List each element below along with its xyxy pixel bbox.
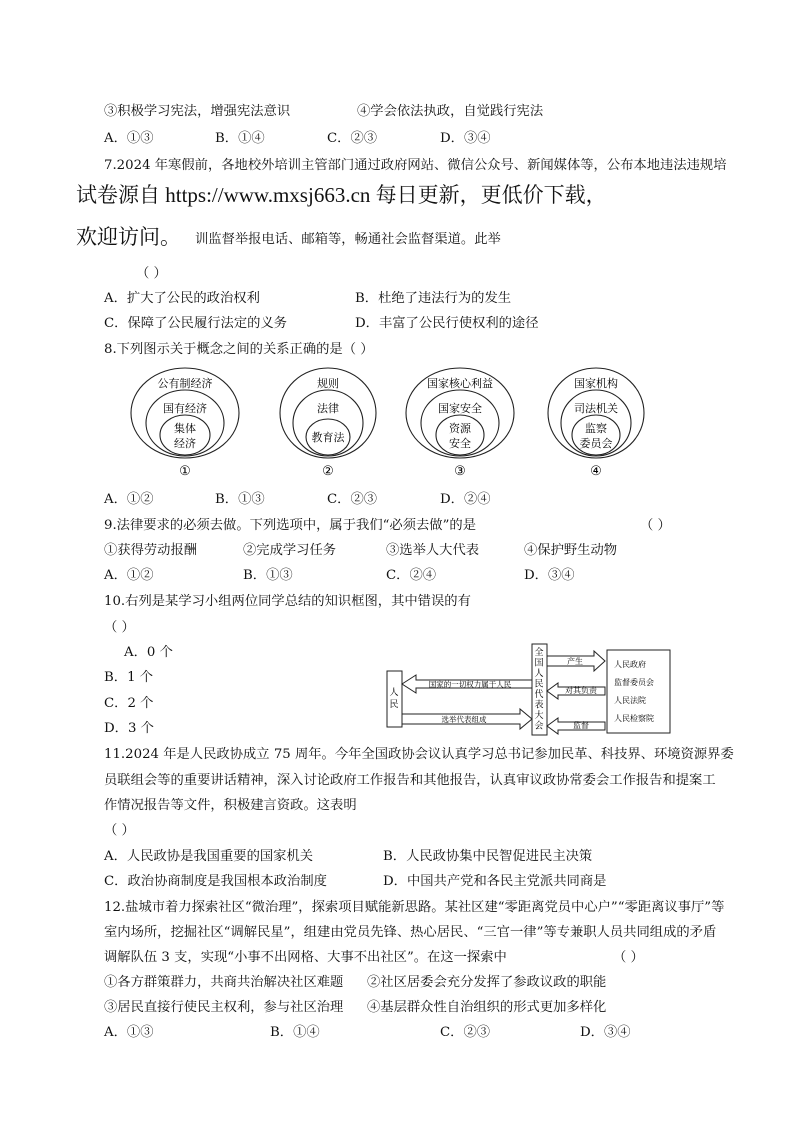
d4-middle-label: 司法机关 bbox=[574, 402, 618, 415]
d3-middle-label: 国家安全 bbox=[438, 402, 482, 415]
produce-label: 产生 bbox=[567, 657, 583, 666]
d1-middle-label: 国有经济 bbox=[163, 402, 207, 415]
q12-stem-line1: 12.盐城市着力探索社区“微治理”，探索项目赋能新思路。某社区建“零距离党员中心户”“零距离议事厅”等 bbox=[104, 900, 725, 915]
q7-stem-line3: 训监督举报电话、邮箱等，畅通社会监督渠道。此举 bbox=[195, 232, 501, 247]
d2-outer-label: 规则 bbox=[317, 377, 339, 390]
q8-concept-diagrams bbox=[130, 365, 670, 480]
q11-option-c: C．政治协商制度是我国根本政治制度 bbox=[104, 874, 327, 889]
people-label-2: 民 bbox=[389, 700, 399, 710]
q12-stem-line3: 调解队伍 3 支，实现“小事不出网格、大事不出社区”。在这一探索中 bbox=[104, 950, 507, 965]
q12-option-a: A．①③ bbox=[104, 1025, 154, 1040]
q12-stem-line2: 室内场所，挖掘社区“调解民星”，组建由党员先锋、热心居民、“三官一律”等专兼职人员共同组成的矛盾 bbox=[104, 925, 717, 940]
q12-option-b: B．①④ bbox=[270, 1025, 320, 1040]
d1-number: ① bbox=[179, 464, 191, 479]
q11-option-b: B．人民政协集中民智促进民主决策 bbox=[383, 849, 593, 864]
congress-label: 全国人民代表大会 bbox=[534, 648, 544, 732]
q9-item-1: ①获得劳动报酬 bbox=[104, 543, 198, 558]
q6-option-a: A．①③ bbox=[104, 131, 154, 146]
q6-option-d: D．③④ bbox=[440, 131, 491, 146]
q11-answer-bracket: （ ） bbox=[104, 823, 135, 838]
d3-outer-label: 国家核心利益 bbox=[427, 377, 493, 390]
d4-inner-label-1: 监察 bbox=[585, 422, 607, 435]
d4-outer-label: 国家机构 bbox=[574, 377, 618, 390]
q11-stem-line3: 作情况报告等文件，积极建言资政。这表明 bbox=[104, 798, 357, 813]
q7-option-c: C．保障了公民履行法定的义务 bbox=[104, 316, 288, 331]
q8-option-c: C．②③ bbox=[327, 492, 378, 507]
q11-option-a: A．人民政协是我国重要的国家机关 bbox=[104, 849, 314, 864]
d2-inner-label-1: 教育法 bbox=[311, 431, 345, 444]
q10-stem: 10.右列是某学习小组两位同学总结的知识框图，其中错误的有 bbox=[104, 594, 471, 609]
d2-middle-label: 法律 bbox=[317, 402, 339, 415]
q10-option-c: C．2 个 bbox=[104, 696, 154, 711]
d3-number: ③ bbox=[454, 464, 466, 479]
q6-item-3: ③积极学习宪法，增强宪法意识 bbox=[104, 104, 291, 119]
responsible-label: 对其负责 bbox=[565, 686, 597, 695]
d3-inner-label-2: 安全 bbox=[449, 437, 471, 450]
q11-stem-line1: 11.2024 年是人民政协成立 75 周年。今年全国政协会议认真学习总书记参加民革、科技界、环境资源界委 bbox=[104, 747, 734, 762]
people-label-text: 人民 bbox=[393, 735, 395, 736]
q6-item-4: ④学会依法执政，自觉践行宪法 bbox=[357, 104, 544, 119]
d2-number: ② bbox=[322, 464, 334, 479]
d4-inner-label-2: 委员会 bbox=[579, 437, 613, 450]
q7-option-a: A．扩大了公民的政治权利 bbox=[104, 291, 260, 306]
organ-court: 人民法院 bbox=[614, 696, 646, 705]
q10-option-a: A．0 个 bbox=[124, 645, 173, 660]
q8-option-a: A．①② bbox=[104, 492, 154, 507]
q8-option-b: B．①③ bbox=[215, 492, 265, 507]
q8-option-d: D．②④ bbox=[440, 492, 491, 507]
q9-item-4: ④保护野生动物 bbox=[524, 543, 618, 558]
people-label-1: 人 bbox=[389, 688, 399, 698]
q12-item-1: ①各方群策群力，共商共治解决社区难题 bbox=[104, 975, 344, 990]
q12-option-d: D．③④ bbox=[580, 1025, 631, 1040]
supervise-label: 监督 bbox=[573, 721, 589, 730]
q9-option-a: A．①② bbox=[104, 568, 154, 583]
q6-option-c: C．②③ bbox=[327, 131, 378, 146]
d4-number: ④ bbox=[590, 464, 602, 479]
q11-stem-line2: 员联组会等的重要讲话精神，深入讨论政府工作报告和其他报告，认真审议政协常委会工作报告和提案工 bbox=[104, 773, 716, 788]
elect-label: 选举代表组成 bbox=[441, 715, 487, 724]
d1-outer-label: 公有制经济 bbox=[157, 377, 213, 390]
q10-option-d: D．3 个 bbox=[104, 721, 154, 736]
q11-option-d: D．中国共产党和各民主党派共同商是 bbox=[383, 874, 607, 889]
q7-stem-line1: 7.2024 年寒假前，各地校外培训主管部门通过政府网站、微信公众号、新闻媒体等，公布本地违法违规培 bbox=[104, 158, 727, 173]
q9-item-3: ③选举人大代表 bbox=[386, 543, 480, 558]
q12-answer-bracket: （ ） bbox=[613, 950, 644, 965]
q12-option-c: C．②③ bbox=[440, 1025, 491, 1040]
d1-inner-label-1: 集体 bbox=[174, 422, 196, 435]
q9-option-c: C．②④ bbox=[386, 568, 437, 583]
d1-inner-label-2: 经济 bbox=[174, 437, 196, 450]
watermark-line1: 试卷源自 https://www.mxsj663.cn 每日更新，更低价下载， bbox=[76, 183, 607, 207]
q10-option-b: B．1 个 bbox=[104, 670, 154, 685]
q8-stem: 8.下列图示关于概念之间的关系正确的是（ ） bbox=[104, 342, 374, 357]
q10-knowledge-framework bbox=[386, 643, 676, 739]
q12-item-4: ④基层群众性自治组织的形式更加多样化 bbox=[367, 1000, 607, 1015]
q12-item-2: ②社区居委会充分发挥了参政议政的职能 bbox=[367, 975, 607, 990]
q9-option-b: B．①③ bbox=[243, 568, 293, 583]
q10-answer-bracket: （ ） bbox=[104, 620, 135, 635]
q7-option-b: B．杜绝了违法行为的发生 bbox=[355, 291, 512, 306]
organ-procuratorate: 人民检察院 bbox=[614, 714, 654, 723]
q7-option-d: D．丰富了公民行使权利的途径 bbox=[355, 316, 539, 331]
watermark-line2: 欢迎访问。 bbox=[76, 225, 181, 249]
organ-supervision: 监督委员会 bbox=[614, 678, 654, 687]
power-label: 国家的一切权力属于人民 bbox=[428, 680, 512, 689]
d3-inner-label-1: 资源 bbox=[449, 422, 471, 435]
q7-answer-bracket: （ ） bbox=[136, 266, 167, 281]
organ-government: 人民政府 bbox=[614, 660, 646, 669]
q9-option-d: D．③④ bbox=[524, 568, 575, 583]
q12-item-3: ③居民直接行使民主权利，参与社区治理 bbox=[104, 1000, 344, 1015]
q9-answer-bracket: （ ） bbox=[640, 518, 671, 533]
q9-stem: 9.法律要求的必须去做。下列选项中，属于我们“必须去做”的是 bbox=[104, 518, 477, 533]
q9-item-2: ②完成学习任务 bbox=[243, 543, 337, 558]
q6-option-b: B．①④ bbox=[215, 131, 265, 146]
